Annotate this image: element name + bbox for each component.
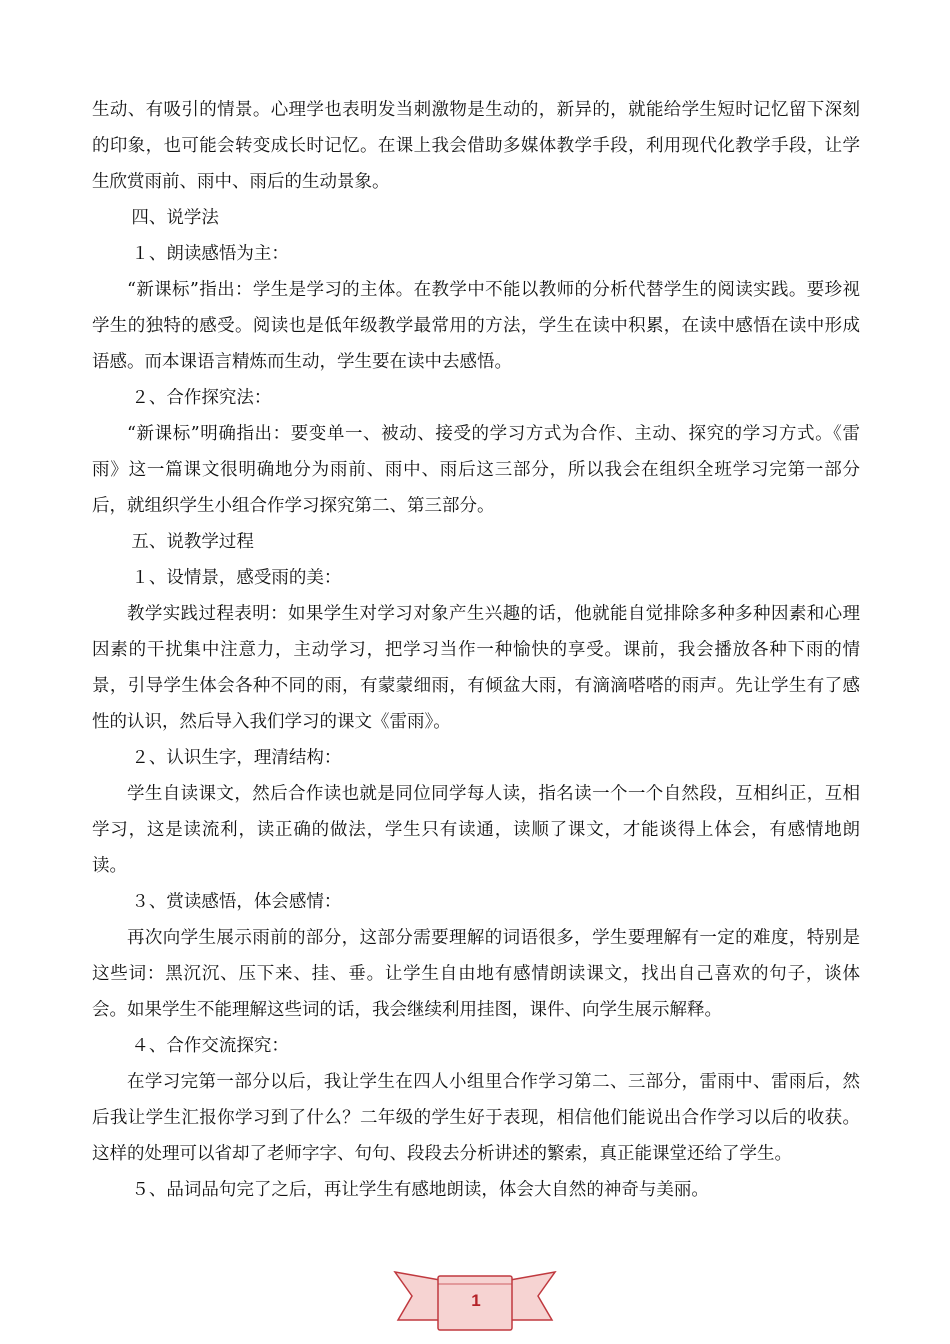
page-number: 1	[471, 1291, 481, 1310]
ribbon-right-tail	[510, 1272, 555, 1320]
subsection-heading: ４、合作交流探究：	[131, 1036, 289, 1056]
section-heading: 五、说教学过程	[131, 532, 254, 552]
subsection-heading: １、设情景，感受雨的美：	[131, 568, 342, 588]
body-paragraph: 学生自读课文，然后合作读也就是同位同学每人读，指名读一个一个自然段，互相纠正，互相学习，这是读流利，读正确的做法，学生只有读通，读顺了课文，才能谈得上体会，有感情地朗读。	[92, 784, 860, 876]
ribbon-left-tail	[395, 1272, 440, 1320]
body-paragraph: 在学习完第一部分以后，我让学生在四人小组里合作学习第二、三部分，雷雨中、雷雨后，然后我让学生汇报你学习到了什么？二年级的学生好于表现，相信他们能说出合作学习以后的收获。这样的处理可以省却了老师字字、句句、段段去分析讲述的繁索，真正能课堂还给了学生。	[92, 1072, 860, 1164]
body-paragraph: 生动、有吸引的情景。心理学也表明发当刺激物是生动的，新异的，就能给学生短时记忆留下深刻的印象，也可能会转变成长时记忆。在课上我会借助多媒体教学手段，利用现代化教学手段，让学生欣赏雨前、雨中、雨后的生动景象。	[92, 100, 860, 192]
body-paragraph: ５、品词品句完了之后，再让学生有感地朗读，体会大自然的神奇与美丽。	[131, 1180, 709, 1200]
subsection-heading: ３、赏读感悟，体会感情：	[131, 892, 342, 912]
subsection-heading: ２、认识生字，理清结构：	[131, 748, 342, 768]
section-heading: 四、说学法	[131, 208, 219, 228]
document-body	[92, 92, 860, 1208]
body-paragraph: “新课标”明确指出：要变单一、被动、接受的学习方式为合作、主动、探究的学习方式。《雷雨》这一篇课文很明确地分为雨前、雨中、雨后这三部分，所以我会在组织全班学习完第一部分后，就组织学生小组合作学习探究第二、第三部分。	[92, 424, 860, 516]
body-paragraph: 再次向学生展示雨前的部分，这部分需要理解的词语很多，学生要理解有一定的难度，特别是这些词：黑沉沉、压下来、挂、垂。让学生自由地有感情朗读课文，找出自己喜欢的句子，谈体会。如果学生不能理解这些词的话，我会继续利用挂图，课件、向学生展示解释。	[92, 928, 860, 1020]
subsection-heading: ２、合作探究法：	[131, 388, 272, 408]
body-paragraph: “新课标”指出：学生是学习的主体。在教学中不能以教师的分析代替学生的阅读实践。要珍视学生的独特的感受。阅读也是低年级教学最常用的方法，学生在读中积累，在读中感悟在读中形成语感。而本课语言精炼而生动，学生要在读中去感悟。	[92, 280, 860, 372]
subsection-heading: １、朗读感悟为主：	[131, 244, 289, 264]
body-paragraph: 教学实践过程表明：如果学生对学习对象产生兴趣的话，他就能自觉排除多种多种因素和心理因素的干扰集中注意力，主动学习，把学习当作一种愉快的享受。课前，我会播放各种下雨的情景，引导学生体会各种不同的雨，有蒙蒙细雨，有倾盆大雨，有滴滴嗒嗒的雨声。先让学生有了感性的认识，然后导入我们学习的课文《雷雨》。	[92, 604, 860, 732]
